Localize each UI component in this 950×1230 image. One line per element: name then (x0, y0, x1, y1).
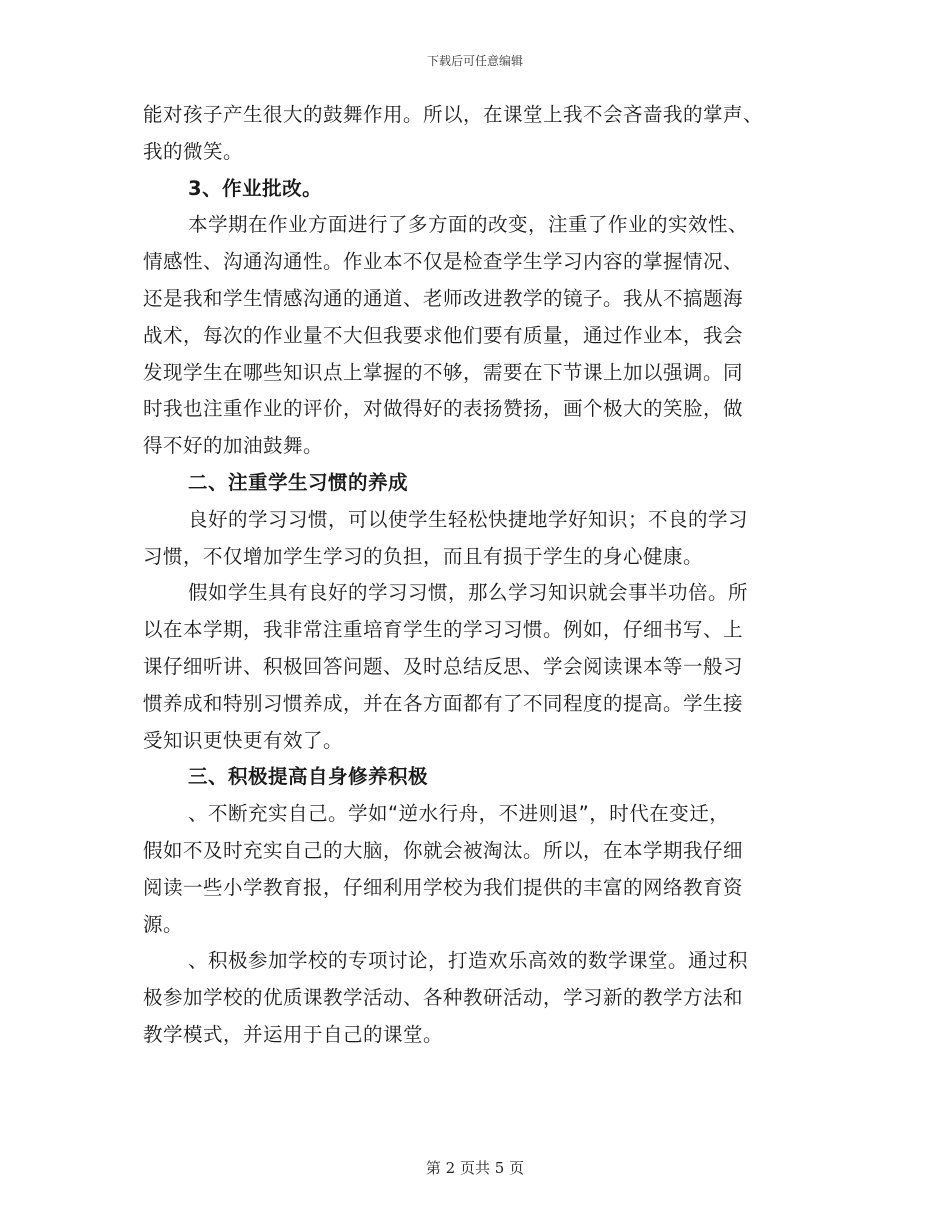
paragraph-line: 能对孩子产生很大的鼓舞作用。所以，在课堂上我不会吝啬我的掌声、 (143, 103, 764, 126)
section-heading: 二、注重学生习惯的养成 (188, 470, 409, 494)
paragraph-line: 、不断充实自己。学如“逆水行舟，不进则退”，时代在变迁， (188, 802, 730, 826)
section-heading: 3、作业批改。 (188, 176, 323, 200)
paragraph-line: 惯养成和特别习惯养成，并在各方面都有了不同程度的提高。学生接 (143, 691, 744, 715)
paragraph-line: 发现学生在哪些知识点上掌握的不够，需要在下节课上加以强调。同 (143, 360, 744, 384)
paragraph-line: 时我也注重作业的评价，对做得好的表扬赞扬，画个极大的笑脸，做 (143, 397, 744, 421)
paragraph-line: 教学模式，并运用于自己的课堂。 (143, 1022, 444, 1046)
paragraph-line: 良好的学习习惯，可以使学生轻松快捷地学好知识；不良的学习 (188, 507, 749, 531)
page-header: 下载后可任意编辑 (426, 54, 523, 68)
paragraph-line: 假如不及时充实自己的大脑，你就会被淘汰。所以，在本学期我仔细 (143, 838, 744, 862)
paragraph-line: 受知识更快更有效了。 (143, 728, 344, 752)
paragraph-line: 、积极参加学校的专项讨论，打造欢乐高效的数学课堂。通过积 (188, 949, 749, 973)
paragraph-line: 课仔细听讲、积极回答问题、及时总结反思、学会阅读课本等一般习 (143, 654, 744, 678)
page-footer: 第 2 页共 5 页 (425, 1159, 525, 1177)
paragraph-line: 极参加学校的优质课教学活动、各种教研活动，学习新的教学方法和 (143, 986, 744, 1010)
paragraph-line: 得不好的加油鼓舞。 (143, 434, 324, 458)
paragraph-line: 习惯，不仅增加学生学习的负担，而且有损于学生的身心健康。 (143, 544, 704, 568)
paragraph-line: 假如学生具有良好的学习习惯，那么学习知识就会事半功倍。所 (188, 581, 749, 605)
paragraph-line: 我的微笑。 (143, 139, 244, 163)
paragraph-line: 本学期在作业方面进行了多方面的改变，注重了作业的实效性、 (188, 213, 749, 237)
section-heading: 三、积极提高自身修养积极 (188, 765, 429, 789)
paragraph-line: 源。 (143, 912, 184, 936)
document-body (143, 97, 803, 1054)
paragraph-line: 战术，每次的作业量不大但我要求他们要有质量，通过作业本，我会 (143, 323, 744, 347)
paragraph-line: 阅读一些小学教育报，仔细利用学校为我们提供的丰富的网络教育资 (143, 875, 744, 899)
paragraph-line: 还是我和学生情感沟通的通道、老师改进教学的镜子。我从不搞题海 (143, 286, 744, 310)
paragraph-line: 情感性、沟通沟通性。作业本不仅是检查学生学习内容的掌握情况、 (143, 250, 744, 274)
paragraph-line: 以在本学期，我非常注重培育学生的学习习惯。例如，仔细书写、上 (143, 618, 744, 642)
